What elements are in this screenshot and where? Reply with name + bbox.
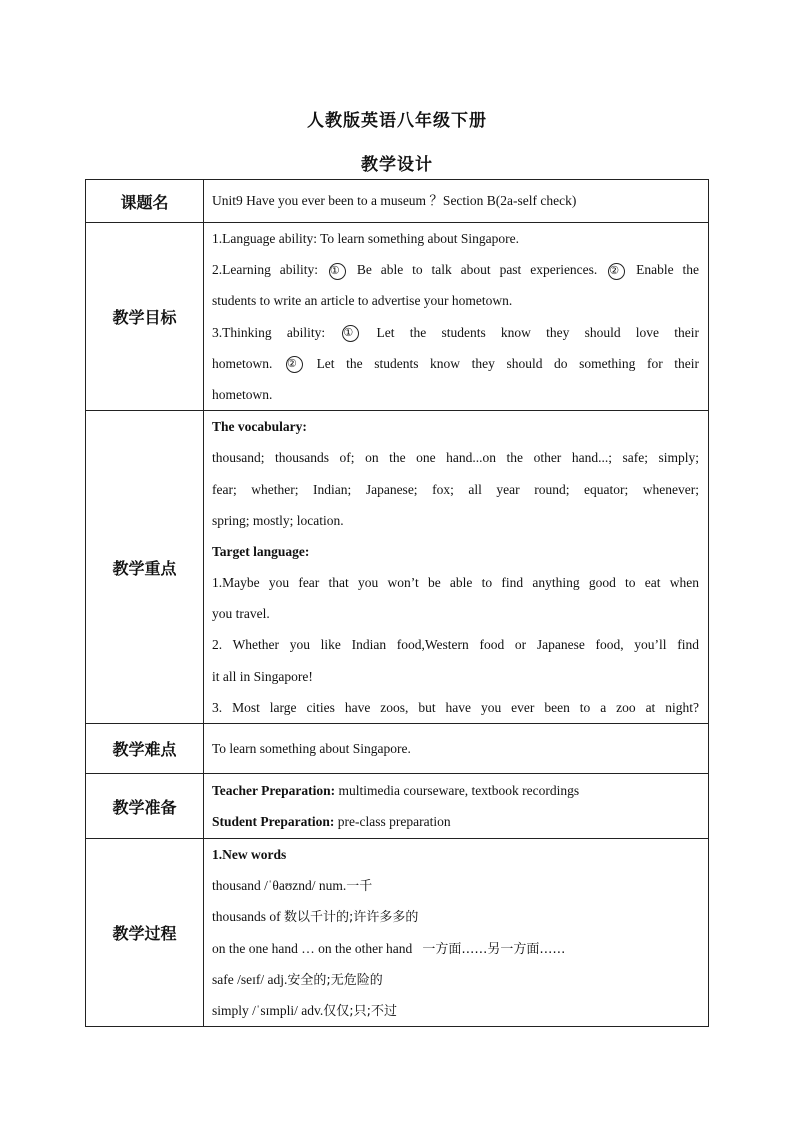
vocabulary-line: thousand; thousands of; on the one hand...on the other hand...; safe; simply;	[212, 450, 699, 466]
objective-learning-cont: students to write an article to advertise your hometown.	[212, 293, 513, 309]
target-sentence-cont: it all in Singapore!	[212, 668, 313, 684]
key-points-content	[204, 411, 709, 724]
row-label-difficulties: 教学难点	[86, 724, 204, 774]
row-label-objectives: 教学目标	[86, 223, 204, 411]
row-objectives	[86, 223, 709, 411]
objective-thinking-cont: hometown. ② Let the students know they should do something for their	[212, 348, 699, 379]
word-entry: on the one hand … on the other hand 一方面……另一方面……	[212, 940, 566, 957]
objective-language: 1.Language ability: To learn something about Singapore.	[212, 231, 519, 246]
target-sentence-cont: you travel.	[212, 606, 270, 622]
word-entry: simply /ˈsɪmpli/ adv.仅仅;只;不过	[212, 1002, 398, 1019]
process-content	[204, 839, 709, 1027]
row-process	[86, 839, 709, 1027]
circled-number-2: ②	[286, 356, 303, 373]
row-label-topic: 课题名	[86, 180, 204, 223]
row-label-key-points: 教学重点	[86, 411, 204, 724]
difficulties-content: To learn something about Singapore.	[204, 724, 709, 774]
target-sentence: 3. Most large cities have zoos, but have you ever been to a zoo at night?	[212, 699, 699, 715]
circled-number-1: ①	[329, 263, 346, 280]
document-title: 人教版英语八年级下册	[307, 111, 487, 131]
target-sentence: 1.Maybe you fear that you won’t be able to find anything good to eat when	[212, 575, 699, 591]
objective-thinking: 3.Thinking ability: ① Let the students know they should love their	[212, 317, 699, 348]
objective-learning: 2.Learning ability: ① Be able to talk about past experiences. ② Enable the	[212, 254, 699, 285]
objectives-content	[204, 223, 709, 411]
row-key-points	[86, 411, 709, 724]
row-preparation	[86, 774, 709, 839]
new-words-heading: 1.New words	[212, 847, 287, 862]
word-entry: thousand /ˈθaʊznd/ num.一千	[212, 878, 373, 895]
circled-number-2: ②	[608, 263, 625, 280]
row-label-preparation: 教学准备	[86, 774, 204, 839]
preparation-content	[204, 774, 709, 839]
circled-number-1: ①	[342, 325, 359, 342]
lesson-plan-table	[85, 179, 709, 1027]
objective-thinking-end: hometown.	[212, 386, 273, 402]
vocabulary-heading: The vocabulary:	[212, 419, 307, 435]
teacher-preparation: Teacher Preparation: multimedia courseware, textbook recordings	[212, 782, 580, 798]
row-label-process: 教学过程	[86, 839, 204, 1027]
word-entry: safe /seɪf/ adj.安全的;无危险的	[212, 971, 383, 988]
word-entry: thousands of 数以千计的;许许多多的	[212, 909, 419, 926]
vocabulary-line: fear; whether; Indian; Japanese; fox; all year round; equator; whenever;	[212, 481, 699, 497]
row-difficulties	[86, 724, 709, 774]
topic-text: Unit9 Have you ever been to a museum ？Section B(2a-self check)	[204, 180, 709, 223]
target-language-heading: Target language:	[212, 543, 310, 559]
document-subtitle: 教学设计	[361, 155, 433, 175]
vocabulary-line: spring; mostly; location.	[212, 512, 344, 528]
target-sentence: 2. Whether you like Indian food,Western food or Japanese food, you’ll find	[212, 637, 699, 653]
student-preparation: Student Preparation: pre-class preparation	[212, 814, 451, 829]
row-topic	[86, 180, 709, 223]
